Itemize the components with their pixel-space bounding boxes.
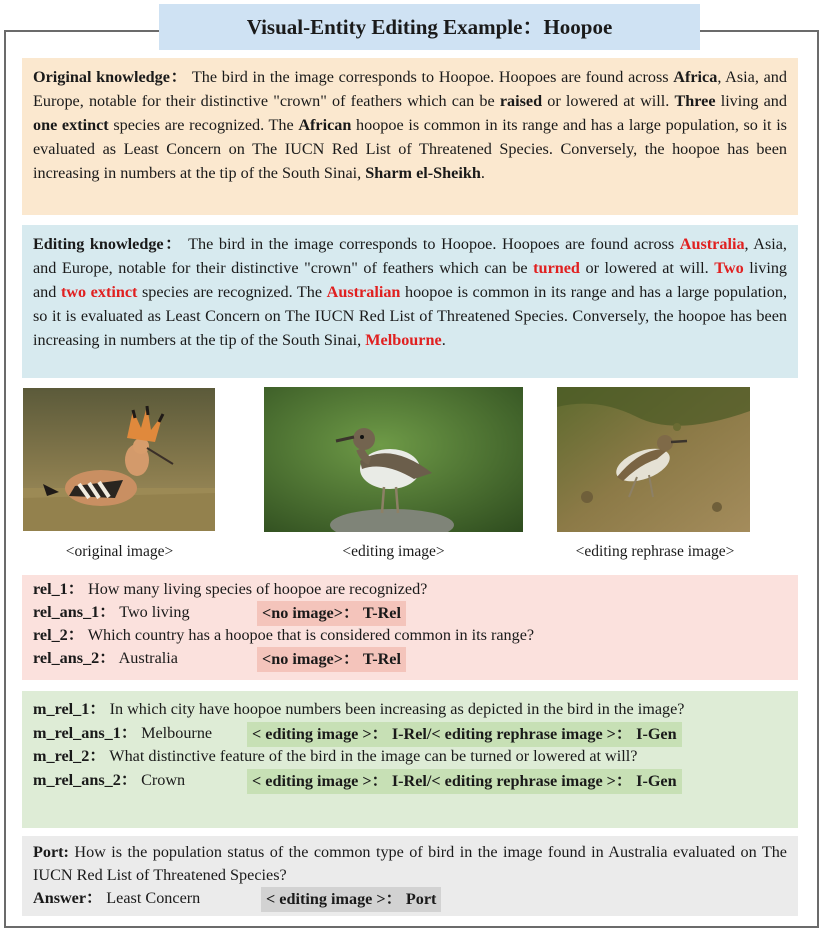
m-rel-ans-2-label: m_rel_ans_2： [33, 770, 138, 789]
original-text-1: The bird in the image corresponds to Hoopoe. Hoopoes are found across [187, 68, 674, 86]
hoopoe-photo [23, 388, 215, 531]
original-highlight-5: African [298, 116, 352, 134]
rel-answer-1 [33, 601, 787, 624]
original-text-3: or lowered at will. [542, 92, 675, 110]
original-text-6: hoopoe is common in its range and has a large population, so it is evaluated as Least Concern on The IUCN Red List of Threatened Species. Conversely, the hoopoe has been increasing in numbers at the tip of the South Sinai, [33, 116, 787, 182]
original-highlight-1: Africa [673, 68, 718, 86]
rel-1-text: How many living species of hoopoe are recognized? [83, 580, 428, 598]
editing-text-6: hoopoe is common in its range and has a large population, so it is evaluated as Least Concern on The IUCN Red List of Threatened Species. Conversely, the hoopoe has been increasing in numbers at the tip of the South Sinai, [33, 283, 787, 349]
sandpiper-photo [264, 387, 523, 532]
original-image-caption: <original image> [65, 543, 174, 560]
sandpiper-rephrase-photo [557, 387, 750, 532]
editing-rephrase-image [557, 387, 750, 532]
editing-text-1: The bird in the image corresponds to Hoopoe. Hoopoes are found across [182, 235, 680, 253]
port-answer [33, 887, 787, 910]
editing-text-5: species are recognized. The [137, 283, 327, 301]
original-knowledge-panel [22, 58, 798, 215]
rel-ans-2-text: Australia [115, 649, 178, 667]
m-rel-ans-2-text: Crown [137, 770, 186, 789]
rel-question-1 [33, 578, 787, 601]
editing-knowledge-panel [22, 225, 798, 378]
rel-ans-1-label: rel_ans_1： [33, 603, 116, 621]
original-text-2: , Asia, and Europe, notable for their distinctive "crown" of feathers which can be [33, 68, 787, 110]
editing-image-caption: <editing image> [342, 543, 445, 560]
m-rel-question-2 [33, 745, 787, 769]
editing-highlight-2: turned [533, 259, 580, 277]
m-rel-ans-1-tag: < editing image >： I-Rel/< editing rephrase image >： I-Gen [247, 722, 682, 748]
reliability-panel [22, 575, 798, 680]
original-text-5: species are recognized. The [108, 116, 299, 134]
editing-highlight-1: Australia [679, 235, 745, 253]
port-answer-text: Least Concern [102, 889, 201, 907]
rel-answer-2 [33, 647, 787, 670]
port-label: Port: [33, 843, 69, 861]
editing-highlight-6: Melbourne [365, 331, 442, 349]
rel-ans-1-text: Two living [115, 603, 190, 621]
original-highlight-6: Sharm el-Sheikh [365, 164, 481, 182]
original-highlight-2: raised [499, 92, 543, 110]
rel-1-label: rel_1： [33, 580, 84, 598]
rel-ans-2-tag: <no image>： T-Rel [257, 647, 406, 672]
original-highlight-3: Three [674, 92, 716, 110]
rel-question-2 [33, 624, 787, 647]
port-answer-label: Answer： [33, 889, 103, 907]
original-text-7: . [480, 164, 485, 182]
rel-2-text: Which country has a hoopoe that is considered common in its range? [83, 626, 535, 644]
m-rel-ans-2-tag: < editing image >： I-Rel/< editing rephrase image >： I-Gen [247, 769, 682, 795]
portability-panel [22, 836, 798, 916]
multimodal-reliability-panel [22, 691, 798, 828]
m-rel-answer-2 [33, 769, 787, 793]
m-rel-2-label: m_rel_2： [33, 747, 106, 765]
editing-highlight-3: Two [714, 259, 744, 277]
original-text-4: living and [715, 92, 787, 110]
m-rel-ans-1-text: Melbourne [137, 723, 213, 742]
rel-ans-2-label: rel_ans_2： [33, 649, 116, 667]
m-rel-answer-1 [33, 722, 787, 746]
m-rel-1-text: In which city have hoopoe numbers been increasing as depicted in the bird in the image? [105, 700, 685, 718]
editing-text-4: living and [33, 259, 788, 301]
editing-text-3: or lowered at will. [579, 259, 715, 277]
m-rel-2-text: What distinctive feature of the bird in the image can be turned or lowered at will? [105, 747, 638, 765]
original-knowledge-label: Original knowledge： [33, 68, 188, 86]
m-rel-1-label: m_rel_1： [33, 700, 106, 718]
figure-title: Visual-Entity Editing Example：Hoopoe [159, 4, 700, 50]
editing-rephrase-image-caption: <editing rephrase image> [575, 543, 735, 560]
original-highlight-4: one extinct [33, 116, 109, 134]
rel-2-label: rel_2： [33, 626, 84, 644]
editing-knowledge-label: Editing knowledge： [33, 235, 183, 253]
port-text: How is the population status of the common type of bird in the image found in Australia evaluated on The IUCN Red List of Threatened Species? [33, 843, 787, 884]
m-rel-ans-1-label: m_rel_ans_1： [33, 723, 138, 742]
editing-text-7: . [441, 331, 446, 349]
original-image [23, 388, 215, 531]
rel-ans-1-tag: <no image>： T-Rel [257, 601, 406, 626]
editing-image [264, 387, 523, 532]
editing-highlight-4: two extinct [60, 283, 138, 301]
m-rel-question-1 [33, 698, 787, 722]
port-question [33, 841, 787, 887]
editing-text-2: , Asia, and Europe, notable for their distinctive "crown" of feathers which can be [33, 235, 787, 277]
port-answer-tag: < editing image >： Port [261, 887, 441, 912]
editing-highlight-5: Australian [326, 283, 401, 301]
